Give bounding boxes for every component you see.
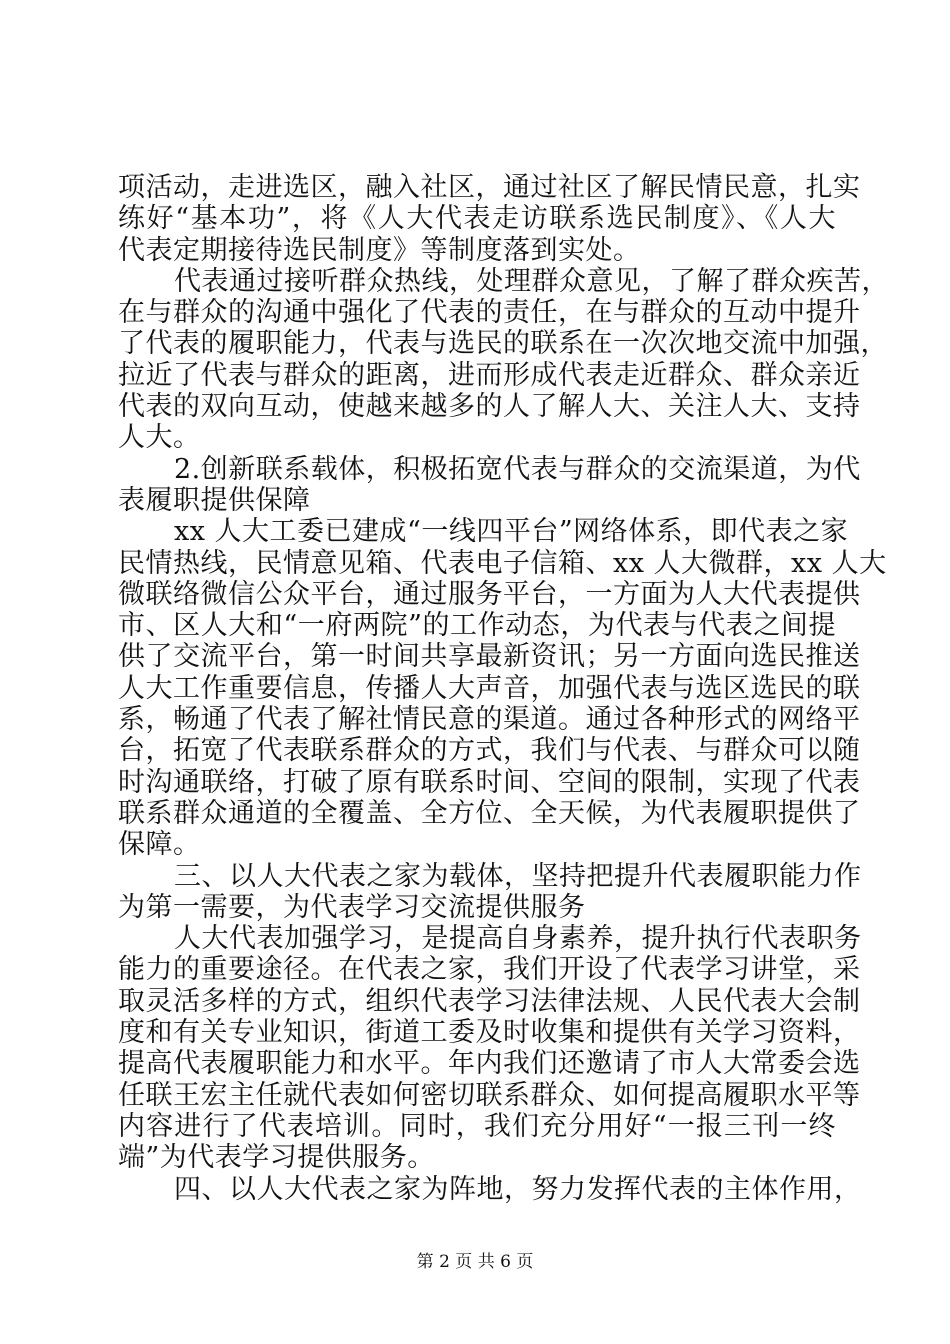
section-heading-line: 四、以人大代表之家为阵地，努力发挥代表的主体作用，	[174, 1173, 862, 1205]
body-line: 民情热线，民情意见箱、代表电子信箱、xx 人大微群，xx 人大	[118, 547, 887, 579]
body-line: 人大工作重要信息，传播人大声音，加强代表与选区选民的联	[118, 672, 861, 704]
body-line: 时沟通联络，打破了原有联系时间、空间的限制，实现了代表	[118, 766, 861, 798]
section-heading-line: 三、以人大代表之家为载体，坚持把提升代表履职能力作	[174, 860, 862, 892]
body-line: 代表定期接待选民制度》等制度落到实处。	[118, 234, 641, 266]
page-number-footer: 第 2 页 共 6 页	[416, 1252, 534, 1272]
body-line: 提高代表履职能力和水平。年内我们还邀请了市人大常委会选	[118, 1048, 861, 1080]
body-line: 练好“基本功”，将《人大代表走访联系选民制度》、《人大	[118, 203, 836, 235]
body-line: 联系群众通道的全覆盖、全方位、全天候，为代表履职提供了	[118, 797, 861, 829]
body-line: xx 人大工委已建成“一线四平台”网络体系，即代表之家	[174, 516, 849, 548]
body-line: 内容进行了代表培训。同时，我们充分用好“一报三刊一终	[118, 1110, 836, 1142]
body-line: 拉近了代表与群众的距离，进而形成代表走近群众、群众亲近	[118, 359, 861, 391]
body-line: 市、区人大和“一府两院”的工作动态，为代表与代表之间提	[118, 610, 836, 642]
body-line: 人大代表加强学习，是提高自身素养，提升执行代表职务	[174, 923, 862, 955]
body-line: 保障。	[118, 829, 201, 861]
body-line: 能力的重要途径。在代表之家，我们开设了代表学习讲堂，采	[118, 954, 861, 986]
body-line: 任联王宏主任就代表如何密切联系群众、如何提高履职水平等	[118, 1079, 861, 1111]
body-line: 了代表的履职能力，代表与选民的联系在一次次地交流中加强，	[118, 328, 888, 360]
body-line: 度和有关专业知识，街道工委及时收集和提供有关学习资料，	[118, 1017, 861, 1049]
document-body	[118, 172, 889, 1205]
body-line: 端”为代表学习提供服务。	[118, 1142, 435, 1174]
body-line: 系，畅通了代表了解社情民意的渠道。通过各种形式的网络平	[118, 704, 861, 736]
body-line: 项活动，走进选区，融入社区，通过社区了解民情民意，扎实	[118, 172, 861, 203]
section-heading-line: 2.创新联系载体，积极拓宽代表与群众的交流渠道，为代	[174, 453, 861, 485]
body-line: 代表通过接听群众热线，处理群众意见，了解了群众疾苦，	[174, 265, 889, 297]
body-line: 台，拓宽了代表联系群众的方式，我们与代表、与群众可以随	[118, 735, 861, 767]
section-heading-line: 为第一需要，为代表学习交流提供服务	[118, 891, 586, 923]
section-heading-line: 表履职提供保障	[118, 484, 311, 516]
body-line: 代表的双向互动，使越来越多的人了解人大、关注人大、支持	[118, 391, 861, 423]
body-line: 人大。	[118, 422, 201, 454]
body-line: 微联络微信公众平台，通过服务平台，一方面为人大代表提供	[118, 578, 861, 610]
body-line: 在与群众的沟通中强化了代表的责任，在与群众的互动中提升	[118, 297, 861, 329]
body-line: 取灵活多样的方式，组织代表学习法律法规、人民代表大会制	[118, 985, 861, 1017]
body-line: 供了交流平台，第一时间共享最新资讯；另一方面向选民推送	[118, 641, 861, 673]
